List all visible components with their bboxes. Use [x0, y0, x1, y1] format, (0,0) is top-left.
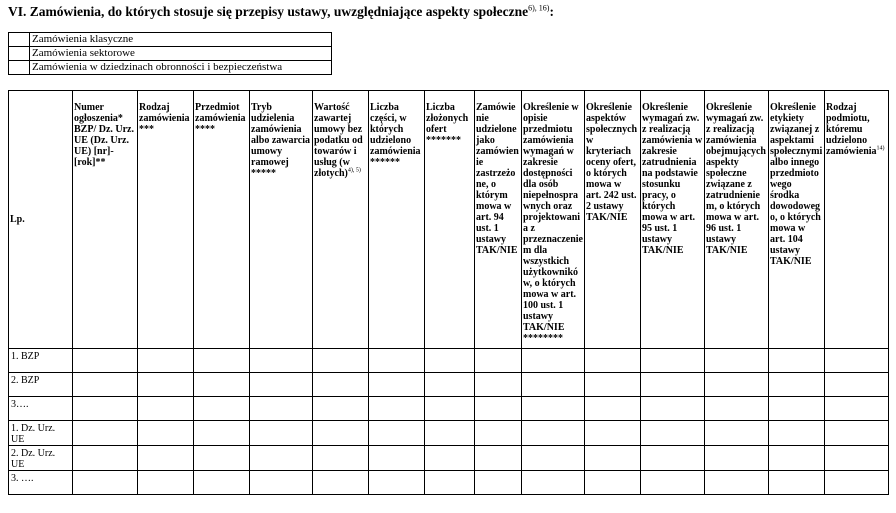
table-cell[interactable] [313, 471, 369, 495]
table-cell[interactable] [475, 471, 522, 495]
table-row [9, 421, 889, 446]
table-cell[interactable] [475, 373, 522, 397]
table-cell[interactable] [705, 446, 769, 471]
table-cell[interactable] [73, 349, 138, 373]
table-cell[interactable] [138, 421, 194, 446]
table-cell[interactable] [769, 471, 825, 495]
table-cell[interactable] [825, 446, 889, 471]
table-cell[interactable] [194, 471, 250, 495]
table-row [9, 349, 889, 373]
order-type-label: Zamówienia klasyczne [30, 33, 332, 47]
section-title-tail: : [549, 4, 554, 19]
table-cell[interactable] [641, 446, 705, 471]
row-label: 3…. [9, 397, 73, 421]
column-header-label: Określenie etykiety związanej z aspektami społecznymi albo innego przedmiotowego środka dowodowego, o których mowa w art. 104 ustawy TAK/NIE [769, 91, 825, 349]
table-cell[interactable] [425, 446, 475, 471]
table-cell[interactable] [705, 397, 769, 421]
table-cell[interactable] [585, 349, 641, 373]
table-cell[interactable] [250, 421, 313, 446]
table-cell[interactable] [585, 373, 641, 397]
order-type-row [9, 33, 332, 47]
table-row [9, 373, 889, 397]
table-cell[interactable] [705, 349, 769, 373]
table-cell[interactable] [73, 471, 138, 495]
table-cell[interactable] [194, 397, 250, 421]
table-cell[interactable] [585, 446, 641, 471]
table-cell[interactable] [250, 446, 313, 471]
table-cell[interactable] [369, 446, 425, 471]
table-cell[interactable] [194, 349, 250, 373]
table-cell[interactable] [769, 349, 825, 373]
header-row [9, 91, 889, 349]
row-label: 1. Dz. Urz. UE [9, 421, 73, 446]
table-row [9, 397, 889, 421]
order-type-label: Zamówienia sektorowe [30, 47, 332, 61]
table-cell[interactable] [585, 397, 641, 421]
table-cell[interactable] [769, 397, 825, 421]
table-cell[interactable] [73, 421, 138, 446]
table-cell[interactable] [250, 349, 313, 373]
row-label: 2. Dz. Urz. UE [9, 446, 73, 471]
table-cell[interactable] [769, 373, 825, 397]
table-cell[interactable] [425, 421, 475, 446]
table-cell[interactable] [138, 349, 194, 373]
table-cell[interactable] [522, 471, 585, 495]
table-cell[interactable] [313, 373, 369, 397]
table-cell[interactable] [475, 446, 522, 471]
order-types-table [8, 32, 332, 75]
table-cell[interactable] [425, 349, 475, 373]
table-cell[interactable] [425, 471, 475, 495]
column-header-criteria: Określenie aspektów społecznych w kryteriach oceny ofert, o których mowa w art. 242 ust. 2 ustawy TAK/NIE [585, 91, 641, 349]
table-cell[interactable] [369, 349, 425, 373]
table-cell[interactable] [369, 397, 425, 421]
table-cell[interactable] [138, 471, 194, 495]
order-type-label: Zamówienia w dziedzinach obronności i bezpieczeństwa [30, 61, 332, 75]
table-cell[interactable] [250, 373, 313, 397]
table-cell[interactable] [641, 421, 705, 446]
table-cell[interactable] [522, 373, 585, 397]
table-cell[interactable] [769, 446, 825, 471]
table-row [9, 446, 889, 471]
section-title-note: 6), 16) [528, 3, 550, 13]
table-cell[interactable] [73, 373, 138, 397]
table-cell[interactable] [194, 373, 250, 397]
table-cell[interactable] [585, 421, 641, 446]
table-cell[interactable] [705, 373, 769, 397]
order-type-checkbox[interactable] [9, 33, 30, 47]
order-type-row [9, 47, 332, 61]
table-cell[interactable] [194, 446, 250, 471]
column-header-order-kind: Rodzaj zamówienia *** [138, 91, 194, 349]
table-cell[interactable] [825, 349, 889, 373]
table-cell[interactable] [475, 421, 522, 446]
table-cell[interactable] [522, 446, 585, 471]
section-title: VI. Zamówienia, do których stosuje się przepisy ustawy, uwzględniające aspekty społeczne [8, 4, 529, 19]
table-cell[interactable] [475, 397, 522, 421]
table-cell[interactable] [825, 397, 889, 421]
table-cell[interactable] [250, 471, 313, 495]
section-heading [8, 4, 554, 20]
table-cell[interactable] [641, 373, 705, 397]
social-aspects-table [8, 90, 889, 495]
table-cell[interactable] [369, 421, 425, 446]
table-cell[interactable] [313, 446, 369, 471]
table-cell[interactable] [825, 421, 889, 446]
column-header-notice-number: Numer ogłoszenia* BZP/ Dz. Urz. UE (Dz. Urz. UE) [nr]-[rok]** [73, 91, 138, 349]
column-header-social-employment: Określenie wymagań zw. z realizacją zamówienia obejmujących aspekty społeczne związane z zatrudnieniem, o których mowa w art. 96 ust. 1 ustawy TAK/NIE [705, 91, 769, 349]
column-header-parts-count: Liczba części, w których udzielono zamówienia ****** [369, 91, 425, 349]
table-cell[interactable] [138, 446, 194, 471]
table-cell[interactable] [369, 471, 425, 495]
table-cell[interactable] [475, 349, 522, 373]
table-cell[interactable] [369, 373, 425, 397]
column-header-offers-count: Liczba złożonych ofert ******* [425, 91, 475, 349]
table-cell[interactable] [73, 446, 138, 471]
table-cell[interactable] [705, 421, 769, 446]
table-cell[interactable] [522, 397, 585, 421]
order-type-checkbox[interactable] [9, 61, 30, 75]
table-cell[interactable] [425, 397, 475, 421]
table-cell[interactable] [825, 471, 889, 495]
order-type-checkbox[interactable] [9, 47, 30, 61]
table-cell[interactable] [585, 471, 641, 495]
column-header-accessibility: Określenie w opisie przedmiotu zamówienia wymagań w zakresie dostępności dla osób niepełnosprawnych oraz projektowania z przeznaczeniem dla wszystkich użytkowników, o których mowa w art. 100 ust. 1 ustawy TAK/NIE ******** [522, 91, 585, 349]
table-cell[interactable] [194, 421, 250, 446]
column-header-procedure: Tryb udzielenia zamówienia albo zawarcia umowy ramowej ***** [250, 91, 313, 349]
table-cell[interactable] [641, 471, 705, 495]
order-type-row [9, 61, 332, 75]
row-label: 1. BZP [9, 349, 73, 373]
table-cell[interactable] [313, 397, 369, 421]
table-cell[interactable] [825, 373, 889, 397]
row-label: 3. …. [9, 471, 73, 495]
column-header-contract-value: Wartość zawartej umowy bez podatku od towarów i usług (w złotych)$^{4), 5)}$ [313, 91, 369, 349]
column-header-employment: Określenie wymagań zw. z realizacją zamówienia w zakresie zatrudnienia na podstawie stosunku pracy, o których mowa w art. 95 ust. 1 ustawy TAK/NIE [641, 91, 705, 349]
table-cell[interactable] [425, 373, 475, 397]
row-label: 2. BZP [9, 373, 73, 397]
table-cell[interactable] [138, 373, 194, 397]
table-cell[interactable] [138, 397, 194, 421]
table-cell[interactable] [641, 397, 705, 421]
table-cell[interactable] [313, 349, 369, 373]
table-cell[interactable] [313, 421, 369, 446]
table-row [9, 471, 889, 495]
table-cell[interactable] [522, 349, 585, 373]
table-cell[interactable] [705, 471, 769, 495]
column-header-reserved: Zamówienie udzielone jako zamówienie zastrzeżone, o którym mowa w art. 94 ust. 1 ustawy TAK/NIE [475, 91, 522, 349]
column-header-subject: Przedmiot zamówienia **** [194, 91, 250, 349]
table-cell[interactable] [73, 397, 138, 421]
table-cell[interactable] [522, 421, 585, 446]
table-cell[interactable] [250, 397, 313, 421]
table-cell[interactable] [769, 421, 825, 446]
column-header-entity-type: Rodzaj podmiotu, któremu udzielono zamówienia$^{14)}$ [825, 91, 889, 349]
column-header-lp: Lp. [9, 91, 73, 349]
table-cell[interactable] [641, 349, 705, 373]
